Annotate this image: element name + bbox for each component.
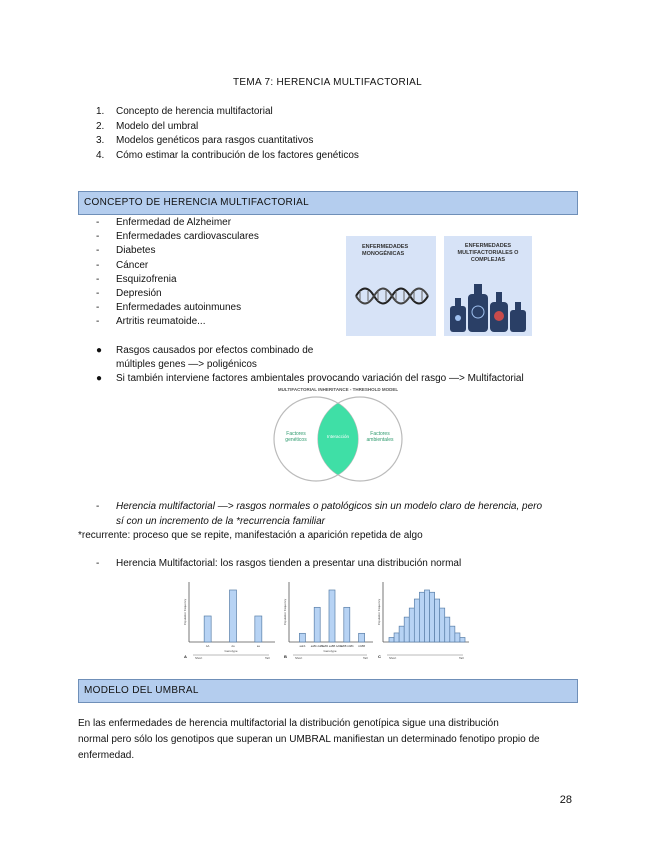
section-heading-umbral: MODELO DEL UMBRAL xyxy=(78,679,578,703)
umbral-paragraph xyxy=(78,716,578,764)
chart-bar xyxy=(460,637,465,642)
list-item xyxy=(96,273,259,287)
chart-bar xyxy=(435,599,440,642)
toc-number: 2. xyxy=(96,120,105,132)
monogenic-panel-title: ENFERMEDADES MONOGÉNICAS xyxy=(362,244,409,257)
list-item xyxy=(96,230,259,244)
chart-bar xyxy=(204,616,211,642)
paragraph-line-2: normal pero sólo los genotipos que superan un UMBRAL manifiestan un determinado fenotipo propio de xyxy=(78,734,540,745)
list-marker: - xyxy=(96,501,100,512)
y-axis-label: Population frequency xyxy=(377,598,381,626)
x-end-short: Short xyxy=(389,656,397,660)
list-item xyxy=(96,301,259,315)
chart-bar xyxy=(230,590,237,642)
dna-helix-icon xyxy=(354,286,430,306)
tick-label: AaBB AABb xyxy=(339,645,354,648)
list-item xyxy=(96,344,524,358)
toc-number: 3. xyxy=(96,135,105,146)
panel-letter: B xyxy=(284,654,287,659)
x-end-short: Short xyxy=(195,656,203,660)
tick-label: aaBb AaBb xyxy=(310,645,324,648)
x-axis-label: Genotype xyxy=(323,649,337,653)
list-text: Enfermedades autoinmunes xyxy=(116,302,242,314)
toc-item-2 xyxy=(96,120,359,135)
page-number: 28 xyxy=(559,794,572,806)
chart-bar xyxy=(440,608,445,642)
footnote: *recurrente: proceso que se repite, manifestación a aparición repetida de algo xyxy=(78,530,423,541)
list-text: Herencia Multifactorial: los rasgos tienden a presentar una distribución normal xyxy=(116,558,462,569)
x-end-short: Short xyxy=(295,656,303,660)
toc-number: 4. xyxy=(96,149,105,161)
distribution-charts xyxy=(181,578,475,662)
toc-item-4 xyxy=(96,149,359,164)
list-marker: - xyxy=(96,558,100,569)
chart-bar xyxy=(455,633,460,642)
list-item xyxy=(96,287,259,301)
chart-bar xyxy=(409,608,414,642)
charts-svg xyxy=(181,578,475,662)
tick-label: aabb xyxy=(299,645,306,648)
x-axis-label: Genotype xyxy=(224,649,238,653)
toc-number: 1. xyxy=(96,106,105,117)
panel-letter: C xyxy=(378,654,381,659)
x-end-tall: Tall xyxy=(265,656,270,660)
chart-bar xyxy=(344,607,350,642)
chart-bar xyxy=(394,633,399,642)
chart-panel-A xyxy=(183,582,275,660)
disease-list xyxy=(96,216,259,330)
list-marker: - xyxy=(96,259,100,271)
tick-label: Aa xyxy=(231,645,235,648)
tick-label: AABB xyxy=(358,645,366,648)
tick-label: aa xyxy=(256,645,260,648)
table-of-contents xyxy=(96,105,359,163)
tick-label: AaBb aaBB AAbb xyxy=(321,645,343,648)
chart-bar xyxy=(389,637,394,642)
list-marker: - xyxy=(96,231,100,243)
venn-center-label: Interacción xyxy=(326,434,349,439)
bullet-marker: ● xyxy=(96,373,103,384)
list-marker: - xyxy=(96,245,100,257)
definition-line-2: sí con un incremento de la *recurrencia familiar xyxy=(116,515,325,527)
y-axis-label: Population frequency xyxy=(183,598,187,626)
toc-item-3 xyxy=(96,134,359,149)
panel-letter: A xyxy=(184,654,187,659)
chart-bar xyxy=(314,607,320,642)
chart-bar xyxy=(404,617,409,642)
y-axis-label: Population frequency xyxy=(283,598,287,626)
chart-panel-C xyxy=(377,582,469,660)
chart-bar xyxy=(359,633,365,642)
italic-definition xyxy=(96,500,586,529)
list-marker: - xyxy=(96,316,100,328)
toc-text: Concepto de herencia multifactorial xyxy=(116,106,273,117)
list-item xyxy=(96,372,524,386)
list-text: Enfermedad de Alzheimer xyxy=(116,217,232,228)
normal-distribution-item xyxy=(96,557,461,571)
chart-bar xyxy=(329,590,335,642)
toc-text: Modelos genéticos para rasgos cuantitativos xyxy=(116,135,314,146)
chart-bar xyxy=(445,617,450,642)
paragraph-line-1: En las enfermedades de herencia multifactorial la distribución genotípica sigue una distribución xyxy=(78,718,499,729)
bullet-marker: ● xyxy=(96,345,103,356)
chart-bar xyxy=(424,590,429,642)
page-title: TEMA 7: HERENCIA MULTIFACTORIAL xyxy=(233,77,422,88)
chart-bar xyxy=(430,592,435,642)
chart-bar xyxy=(419,592,424,642)
x-end-tall: Tall xyxy=(363,656,368,660)
list-marker: - xyxy=(96,288,100,300)
chart-bar xyxy=(255,616,262,642)
bullet-list-1 xyxy=(96,344,524,386)
list-text: Diabetes xyxy=(116,245,156,257)
paragraph-line-3: enfermedad. xyxy=(78,750,135,761)
multifactorial-panel-title: ENFERMEDADES MULTIFACTORIALES O COMPLEJAS xyxy=(457,243,519,263)
list-item-continuation xyxy=(96,358,524,372)
toc-item-1 xyxy=(96,105,359,120)
lab-bottles-icon xyxy=(448,274,528,334)
definition-line-1: Herencia multifactorial —> rasgos normales o patológicos sin un modelo claro de herencia, pero xyxy=(116,501,543,512)
list-text: Esquizofrenia xyxy=(116,273,177,285)
list-item xyxy=(96,315,259,329)
list-text: Rasgos causados por efectos combinado de xyxy=(116,345,314,356)
chart-bar xyxy=(399,626,404,642)
venn-header: MULTIFACTORIAL INHERITANCE - THRESHOLD MODEL xyxy=(277,387,399,392)
monogenic-panel xyxy=(346,236,436,336)
list-item xyxy=(96,216,259,230)
chart-bar xyxy=(450,626,455,642)
list-text: Enfermedades cardiovasculares xyxy=(116,231,259,243)
list-text: Artritis reumatoide... xyxy=(116,316,206,328)
section-heading-concepto: CONCEPTO DE HERENCIA MULTIFACTORIAL xyxy=(78,191,578,215)
toc-text: Modelo del umbral xyxy=(116,120,199,132)
chart-bar xyxy=(299,633,305,642)
chart-bar xyxy=(414,599,419,642)
list-text: múltiples genes —> poligénicos xyxy=(116,359,257,370)
list-text: Si también interviene factores ambientales provocando variación del rasgo —> Multifactorial xyxy=(116,373,524,384)
venn-right-label: Factores ambientales xyxy=(366,431,394,443)
list-text: Cáncer xyxy=(116,259,149,271)
x-end-tall: Tall xyxy=(459,656,464,660)
chart-panel-B xyxy=(283,582,373,660)
toc-text: Cómo estimar la contribución de los factores genéticos xyxy=(116,149,359,161)
list-marker: - xyxy=(96,217,100,228)
list-item xyxy=(96,259,259,273)
multifactorial-panel xyxy=(444,236,532,336)
list-marker: - xyxy=(96,302,100,314)
list-item xyxy=(96,244,259,258)
tick-label: AA xyxy=(205,645,210,648)
list-marker: - xyxy=(96,273,100,285)
list-text: Depresión xyxy=(116,288,162,300)
venn-left-label: Factores genéticos xyxy=(285,431,307,443)
venn-diagram xyxy=(258,387,418,487)
